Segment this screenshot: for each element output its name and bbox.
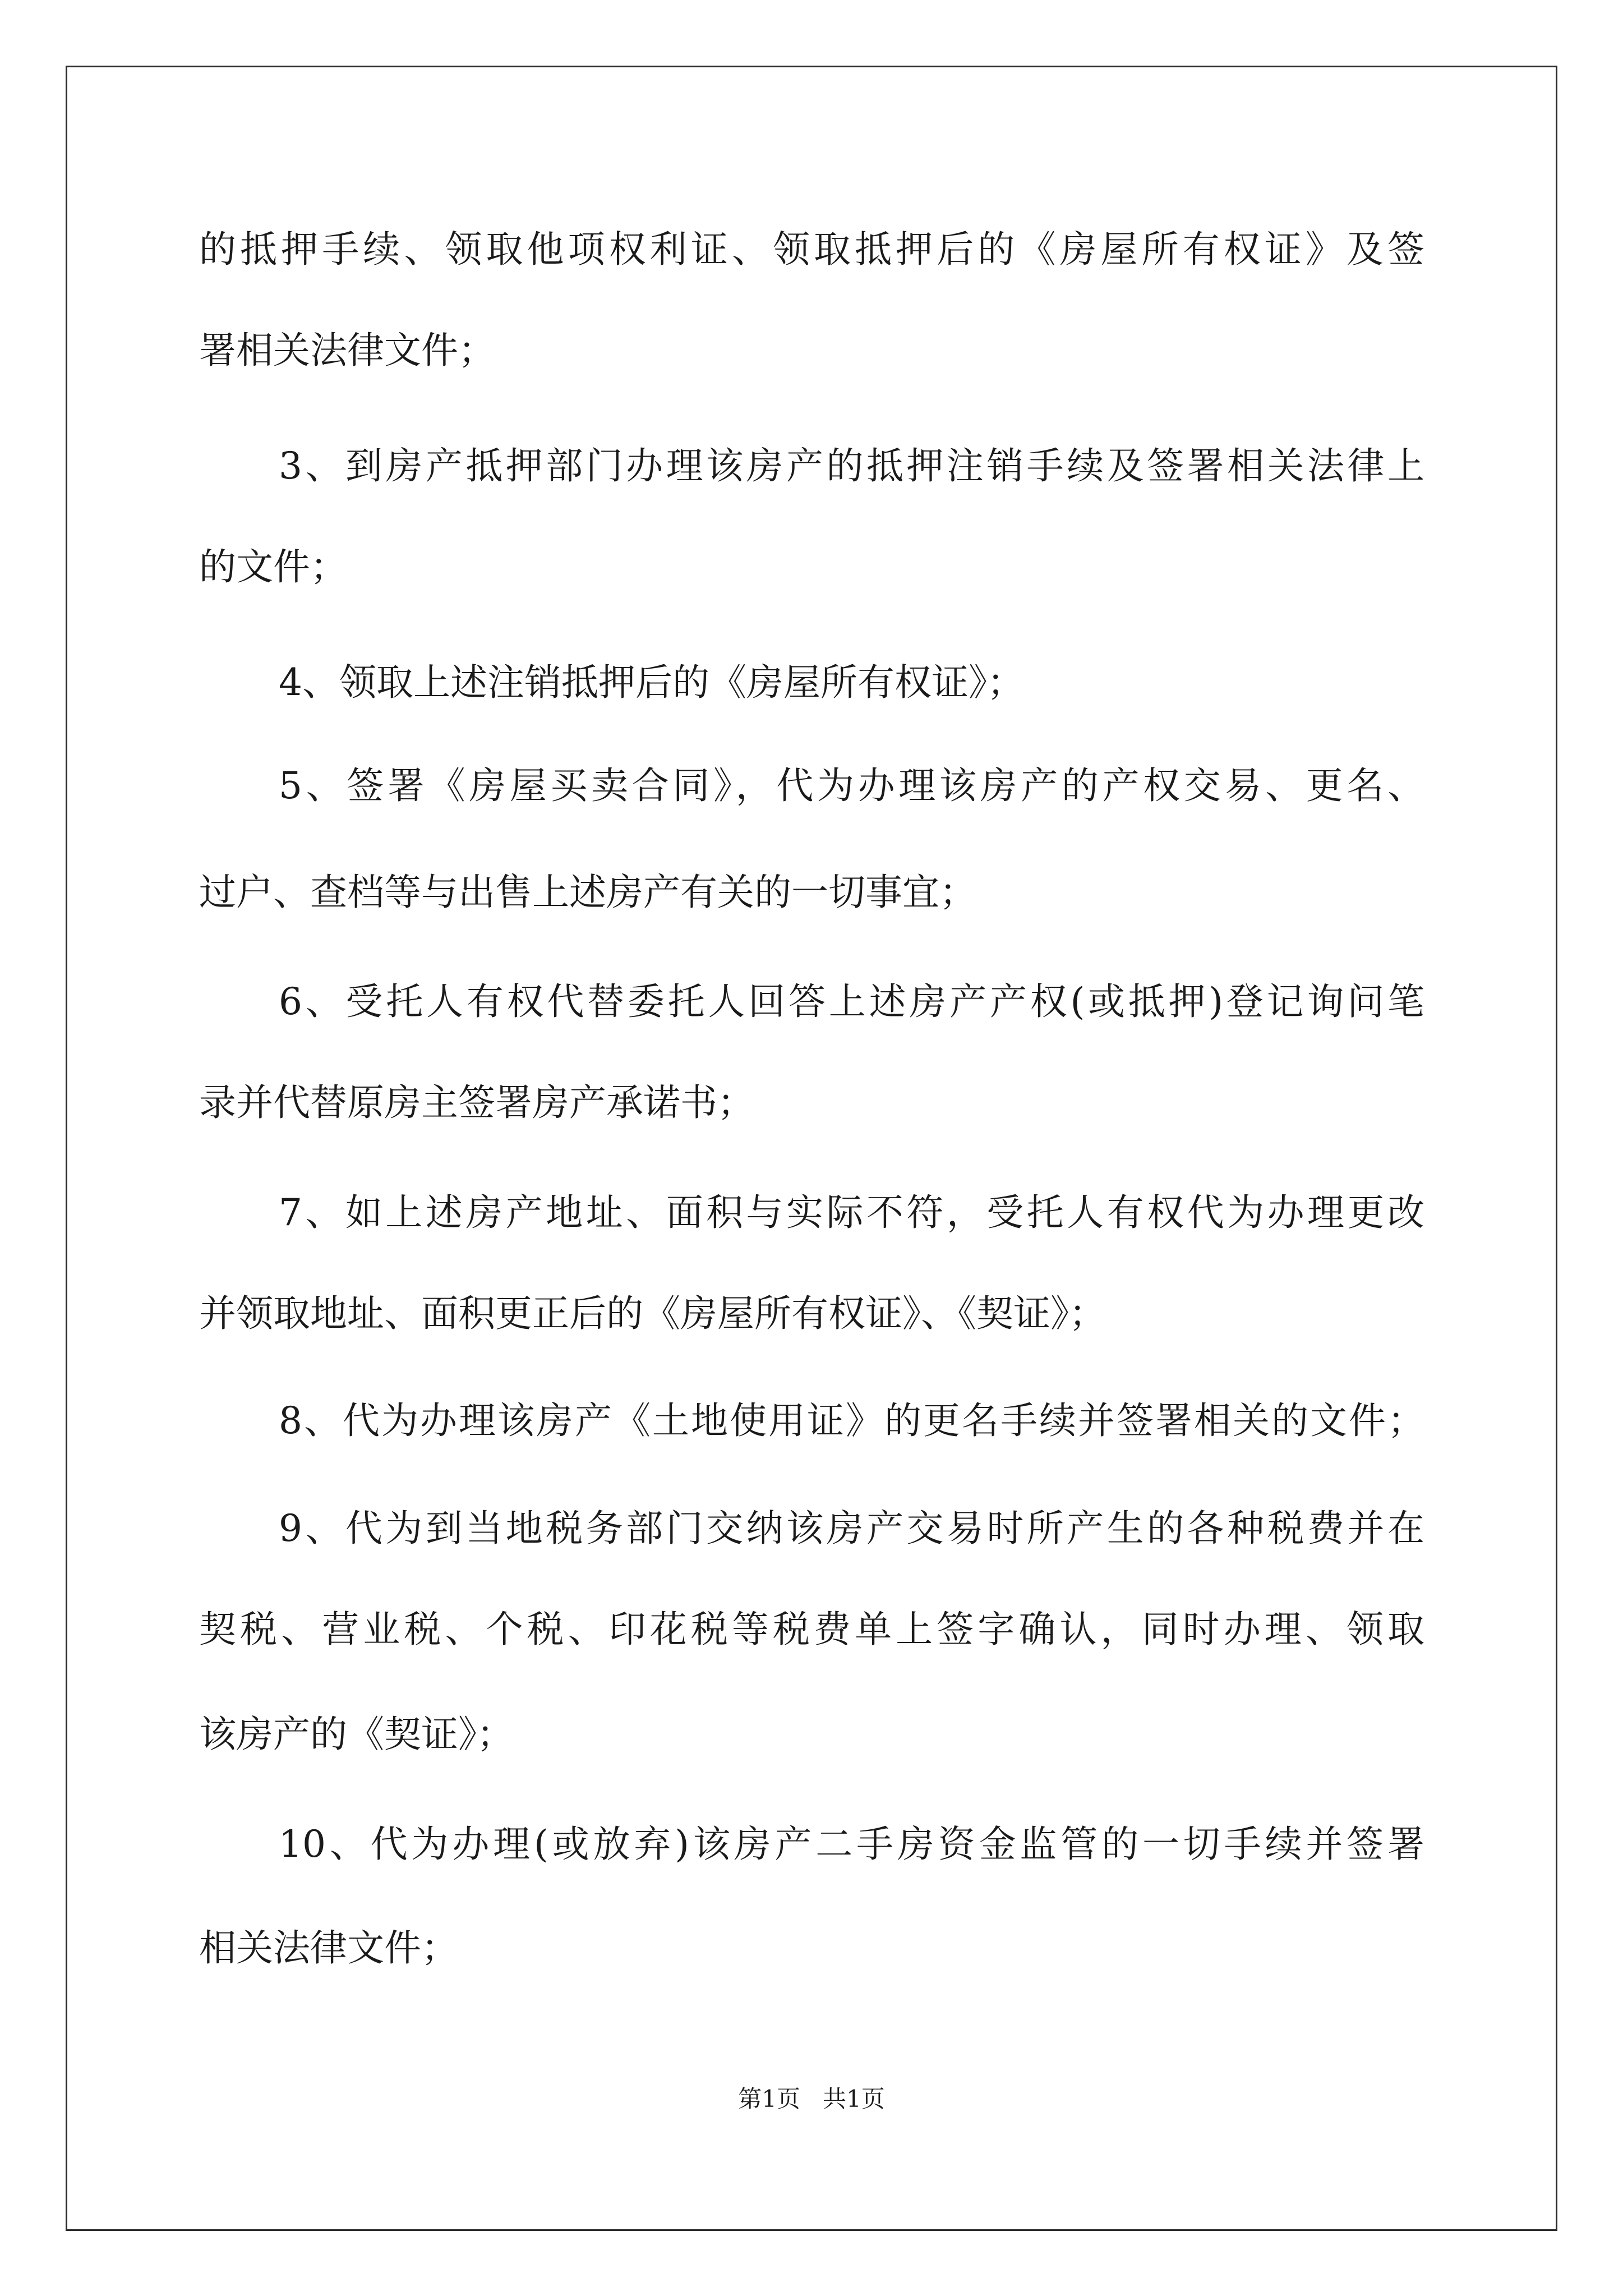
page-total: 共1页 xyxy=(823,2085,885,2113)
page-border xyxy=(66,66,1557,2231)
paragraph-10-line: 10、代为办理(或放弃)该房产二手房资金监管的一切手续并签署 xyxy=(279,1823,1424,1866)
text-line: 署相关法律文件； xyxy=(199,329,495,372)
paragraph-8-line: 8、代为办理该房产《土地使用证》的更名手续并签署相关的文件； xyxy=(279,1399,1424,1442)
text-line: 契税、营业税、个税、印花税等税费单上签字确认，同时办理、领取 xyxy=(199,1608,1424,1651)
text-line: 过户、查档等与出售上述房产有关的一切事宜； xyxy=(199,871,976,914)
text-line: 的文件； xyxy=(199,545,347,588)
text-line: 该房产的《契证》； xyxy=(199,1713,514,1756)
text-line: 录并代替原房主签署房产承诺书； xyxy=(199,1081,754,1124)
paragraph-4-line: 4、领取上述注销抵押后的《房屋所有权证》； xyxy=(279,661,1024,704)
paragraph-6-line: 6、受托人有权代替委托人回答上述房产产权(或抵押)登记询问笔 xyxy=(279,980,1424,1023)
paragraph-3-line: 3、到房产抵押部门办理该房产的抵押注销手续及签署相关法律上 xyxy=(279,444,1424,487)
text-line: 相关法律文件； xyxy=(199,1926,458,1970)
paragraph-5-line: 5、签署《房屋买卖合同》，代为办理该房产的产权交易、更名、 xyxy=(279,764,1424,807)
page-number: 第1页 xyxy=(738,2085,800,2113)
paragraph-7-line: 7、如上述房产地址、面积与实际不符，受托人有权代为办理更改 xyxy=(279,1191,1424,1234)
text-line: 并领取地址、面积更正后的《房屋所有权证》、《契证》； xyxy=(199,1292,1106,1335)
page-footer xyxy=(0,2082,1623,2116)
text-line: 的抵押手续、领取他项权利证、领取抵押后的《房屋所有权证》及签 xyxy=(199,228,1424,271)
paragraph-9-line: 9、代为到当地税务部门交纳该房产交易时所产生的各种税费并在 xyxy=(279,1507,1424,1550)
